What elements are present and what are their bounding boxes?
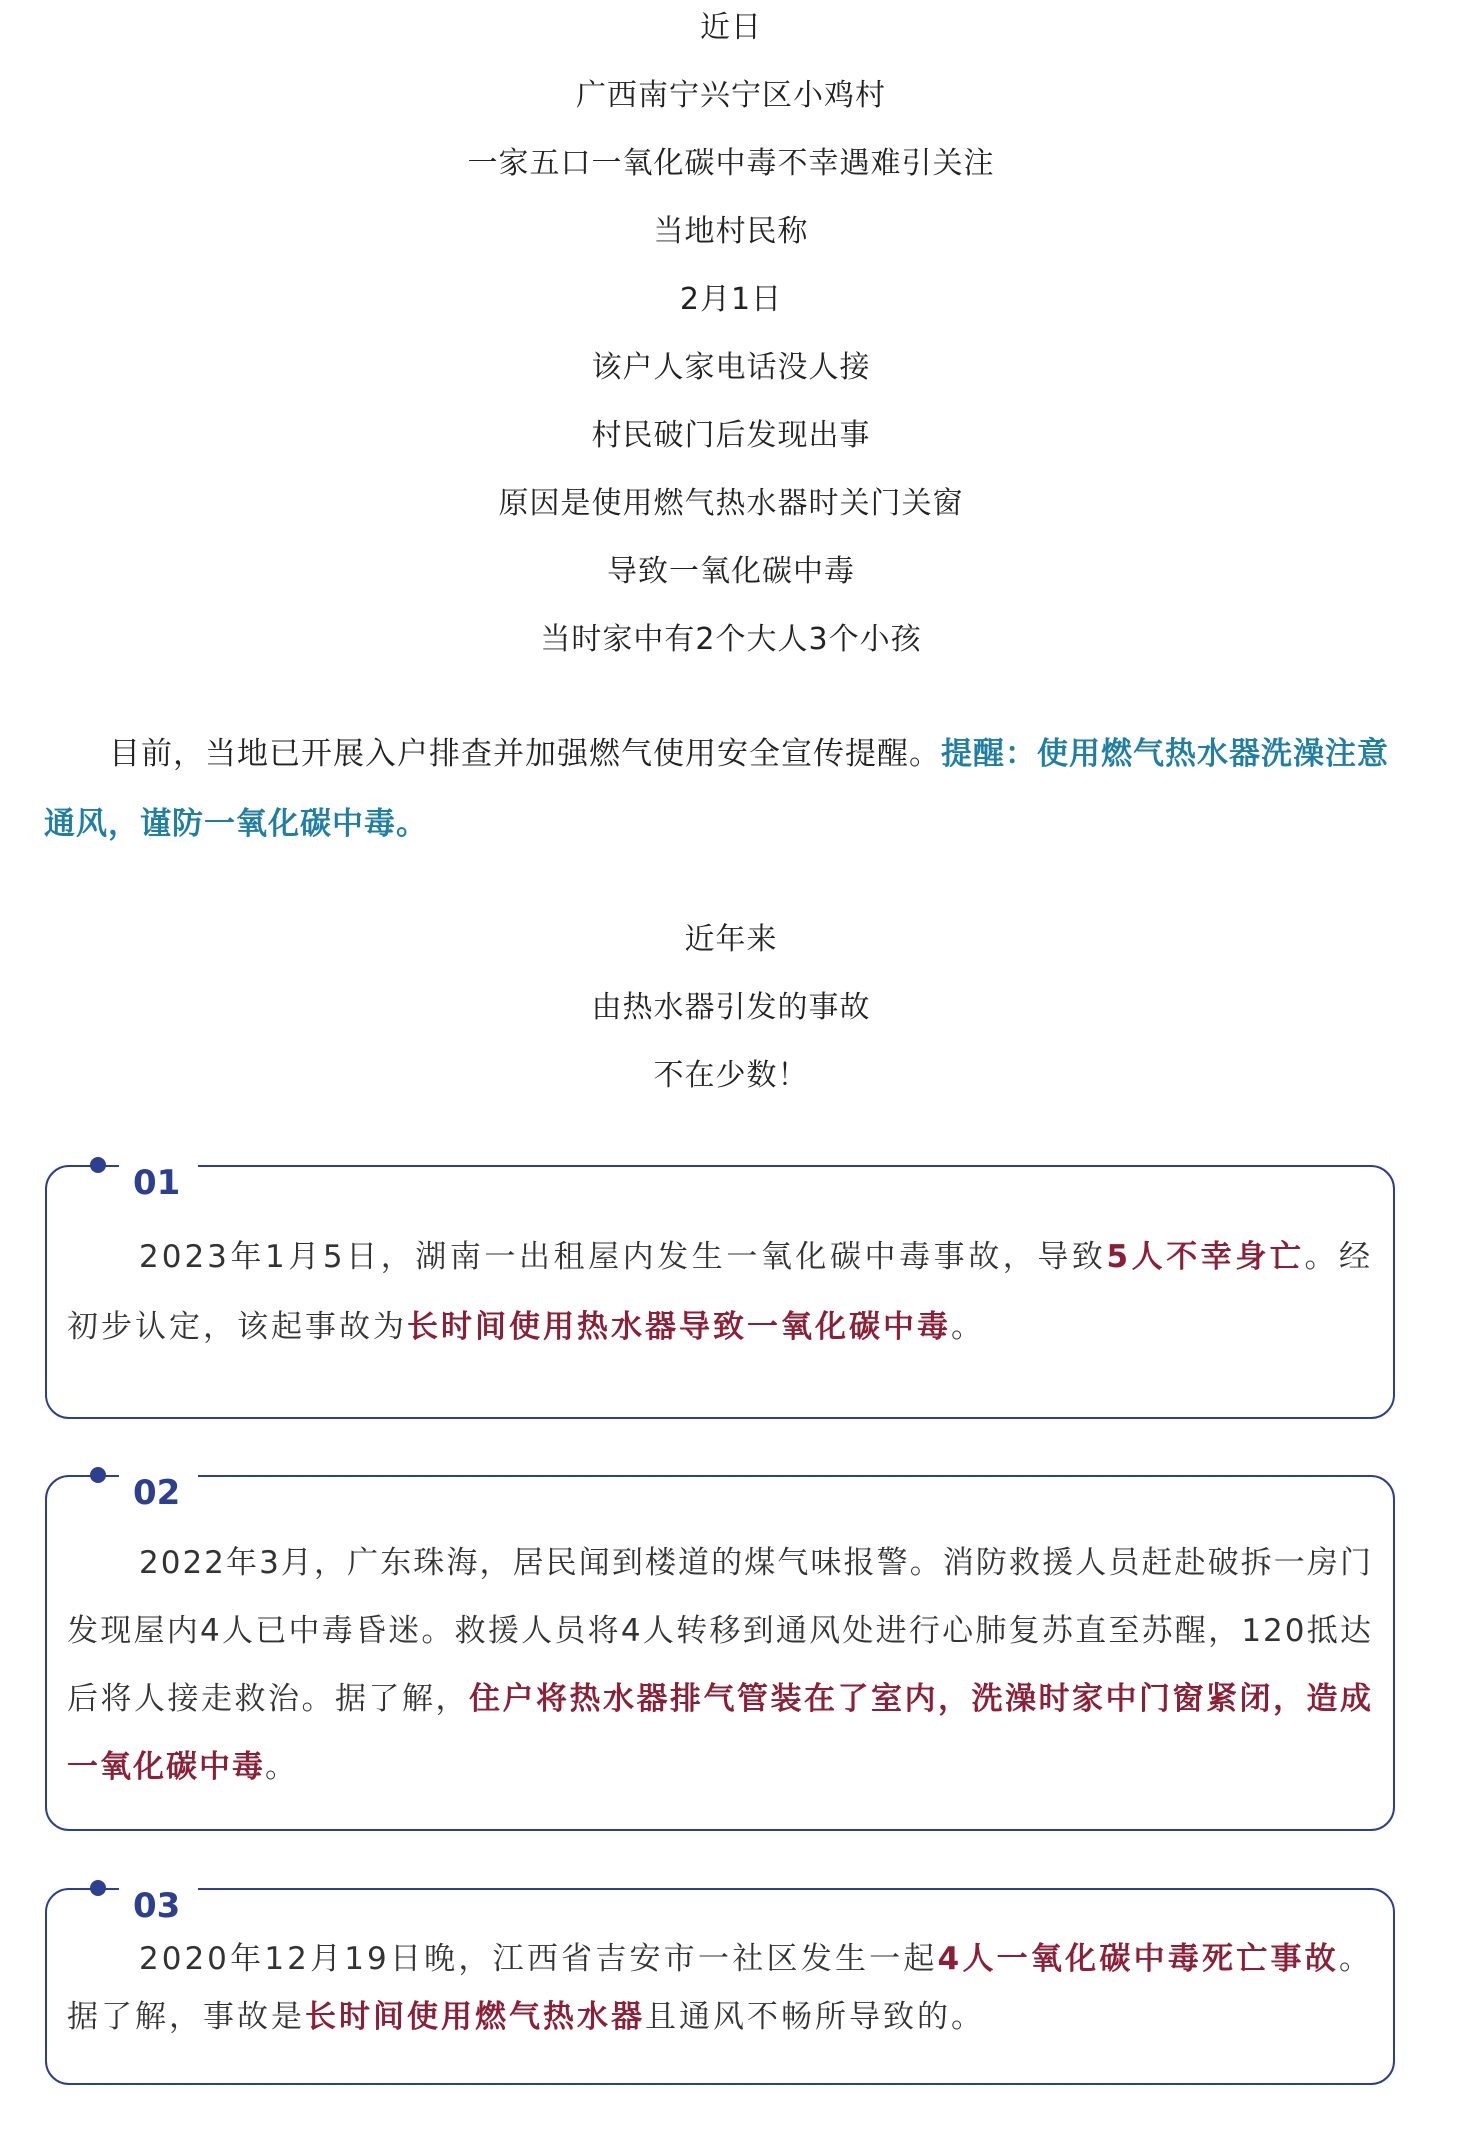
bullet-dot-icon — [90, 1880, 106, 1896]
intro-line: 村民破门后发现出事 — [591, 418, 871, 453]
intro-line: 2月1日 — [679, 282, 783, 317]
case-highlight: 长时间使用燃气热水器 — [305, 1999, 645, 2035]
current-status-text: 目前，当地已开展入户排查并加强燃气使用安全宣传提醒。 — [109, 736, 941, 772]
recent-line: 近年来 — [684, 922, 778, 957]
intro-block — [0, 0, 1462, 674]
bullet-dot-icon — [90, 1157, 106, 1173]
case-highlight: 长时间使用热水器导致一氧化碳中毒 — [407, 1309, 951, 1345]
case-number: 03 — [119, 1886, 198, 1926]
intro-line: 原因是使用燃气热水器时关门关窗 — [498, 486, 964, 521]
intro-line: 近日 — [700, 10, 762, 45]
recent-block — [0, 906, 1462, 1110]
case-card — [45, 1475, 1395, 1831]
bullet-dot-icon — [90, 1467, 106, 1483]
case-number: 01 — [119, 1163, 198, 1203]
intro-line: 广西南宁兴宁区小鸡村 — [576, 78, 886, 113]
recent-line: 不在少数！ — [653, 1058, 809, 1093]
case-highlight: 4人一氧化碳中毒死亡事故 — [937, 1941, 1339, 1977]
case-highlight: 住户将热水器排气管装在了室内，洗澡时家中门窗紧闭，造成一氧化碳中毒 — [67, 1681, 1373, 1785]
case-card — [45, 1165, 1395, 1419]
intro-line: 一家五口一氧化碳中毒不幸遇难引关注 — [467, 146, 995, 181]
case-text: 2020年12月19日晚，江西省吉安市一社区发生一起4人一氧化碳中毒死亡事故。据了解，事故是长时间使用燃气热水器且通风不畅所导致的。 — [67, 1941, 1373, 2035]
case-card — [45, 1888, 1395, 2085]
case-text: 2023年1月5日，湖南一出租屋内发生一氧化碳中毒事故，导致5人不幸身亡。经初步认定，该起事故为长时间使用热水器导致一氧化碳中毒。 — [67, 1239, 1373, 1345]
safety-reminder: 提醒：使用燃气热水器洗澡注意通风，谨防一氧化碳中毒。 — [44, 736, 1389, 842]
case-text: 2022年3月，广东珠海，居民闻到楼道的煤气味报警。消防救援人员赶赴破拆一房门发现屋内4人已中毒昏迷。救援人员将4人转移到通风处进行心肺复苏直至苏醒，120抵达后将人接走救治。据了解，住户将热水器排气管装在了室内，洗澡时家中门窗紧闭，造成一氧化碳中毒。 — [67, 1545, 1373, 1785]
case-highlight: 5人不幸身亡 — [1106, 1239, 1305, 1275]
intro-line: 该户人家电话没人接 — [591, 350, 871, 385]
recent-line: 由热水器引发的事故 — [591, 990, 871, 1025]
intro-line: 当地村民称 — [653, 214, 809, 249]
case-number: 02 — [119, 1473, 198, 1513]
intro-line: 当时家中有2个大人3个小孩 — [540, 622, 922, 657]
current-status-paragraph — [44, 719, 1404, 859]
intro-line: 导致一氧化碳中毒 — [607, 554, 855, 589]
